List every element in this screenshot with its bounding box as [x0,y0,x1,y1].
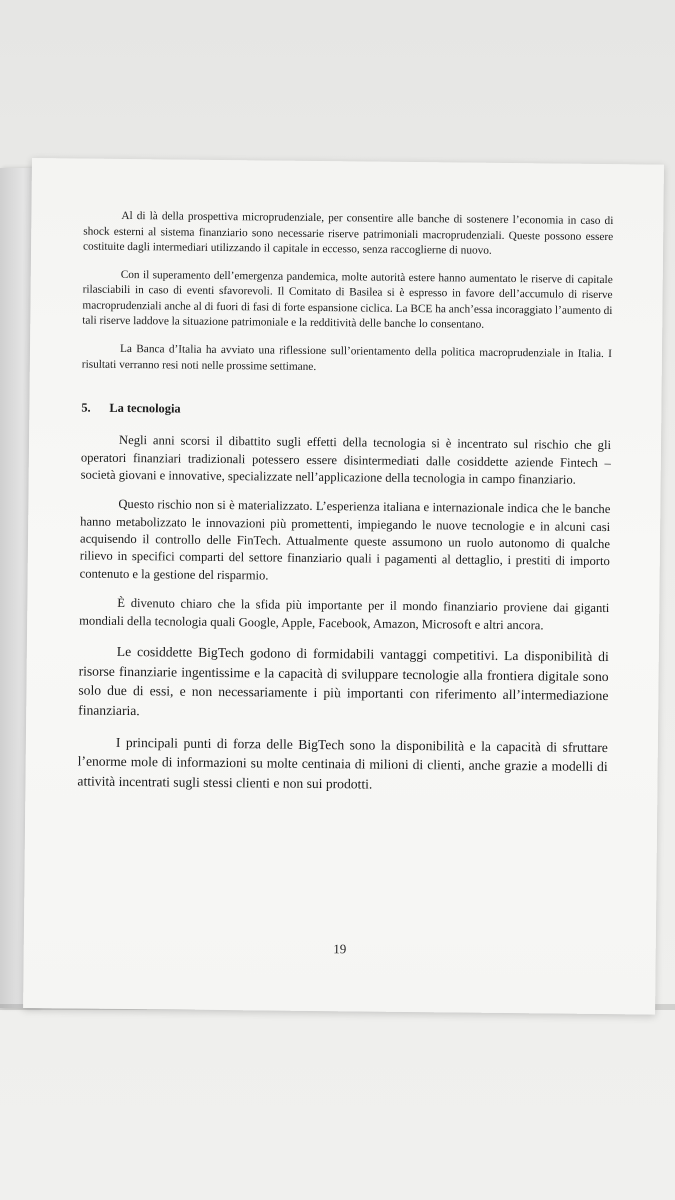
paragraph-challenge: È divenuto chiaro che la sfida più importante per il mondo finanziario proviene dai giganti mondiali della tecnologia quali Google, Apple, Facebook, Amazon, Microsoft e altri ancora. [79,596,610,632]
paragraph-macroprudential: Al di là della prospettiva microprudenziale, per consentire alle banche di sostenere l’economia in caso di shock esterni al sistema finanziario sono necessarie riserve patrimoniali macroprudenziali. Queste possono essere costituite dagli intermediari utilizzando il capitale in eccesso, senza raccoglierne di nuovo. [83,209,614,257]
paragraph-bigtech-strengths: I principali punti di forza delle BigTech sono la disponibilità e la capacità di sfruttare l’enorme mole di informazioni su molte centinaia di milioni di clienti, anche grazie a modelli di attività incentrati sugli stessi clienti e non sui prodotti. [77,734,608,792]
paragraph-fintech: Negli anni scorsi il dibattito sugli effetti della tecnologia si è incentrato sul rischio che gli operatori finanziari tradizionali potessero essere disintermediati dalle cosiddette aziende Fintech – società giovani e innovative, specializzate nell’applicazione della tecnologia in campo finanziario. [80,433,612,487]
paragraph-bigtech-advantages: Le cosiddette BigTech godono di formidabili vantaggi competitivi. La disponibilità di risorse finanziarie ingentissime e la capacità di sviluppare tecnologie alla frontiera digitale sono solo due di essi, e non necessariamente i più importanti con riferimento all’intermediazione finanziaria. [78,643,609,719]
section-title: La tecnologia [109,401,181,416]
page-content [77,209,613,809]
paragraph-pandemic-reserves: Con il superamento dell’emergenza pandemica, molte autorità estere hanno aumentato le riserve di capitale rilasciabili in caso di eventi sfavorevoli. Il Comitato di Basilea si è espresso in favore dell’accumulo di riserve macroprudenziali anche al di fuori di fasi di forte espansione ciclica. La BCE ha anch’essa incoraggiato l’aumento di tali riserve laddove la situazione patrimoniale e la redditività delle banche lo consentano. [82,268,613,332]
section-number: 5. [81,400,91,415]
paragraph-banca-italia: La Banca d’Italia ha avviato una riflessione sull’orientamento della politica macroprudenziale in Italia. I risultati verranno resi noti nelle prossime settimane. [81,342,613,373]
document-page [23,158,664,1015]
paragraph-risk: Questo rischio non si è materializzato. L’esperienza italiana e internazionale indica che le banche hanno metabolizzato le innovazioni più promettenti, impiegando le nuove tecnologie e in alcuni casi acquisendo il controllo delle FinTech. Attualmente queste assumono un ruolo autonomo di qualche rilievo in specifici comparti del settore finanziario quali i pagamenti al dettaglio, i prestiti di importo contenuto e la gestione del risparmio. [79,497,611,583]
section-heading [81,401,611,422]
page-number: 19 [333,941,347,957]
